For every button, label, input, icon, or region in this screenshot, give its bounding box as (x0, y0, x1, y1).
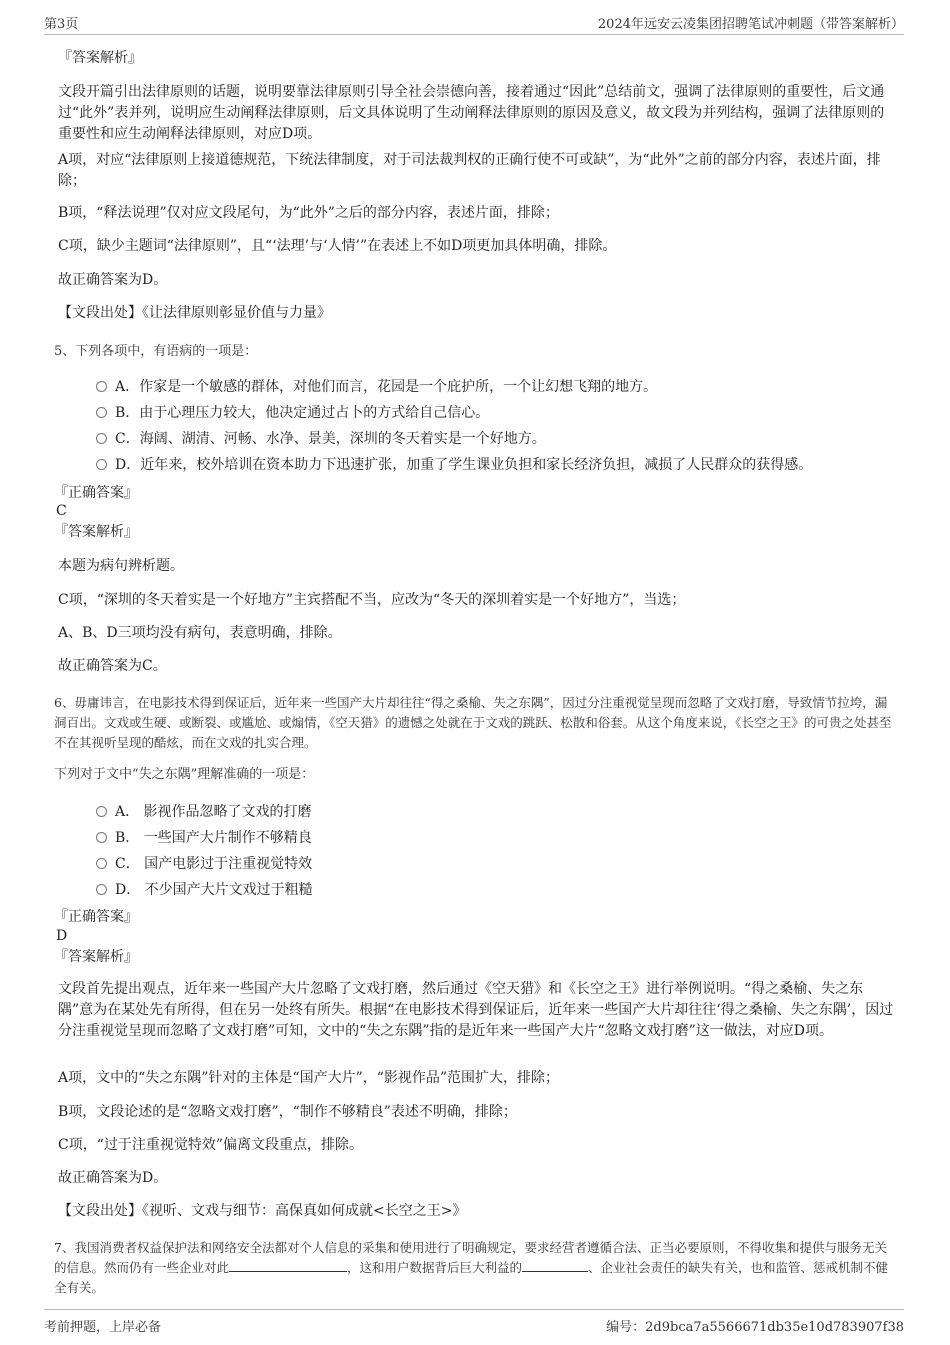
q4-analysis-p4: C项，缺少主题词“法律原则”，且“‘法理’与‘人情’”在表述上不如D项更加具体明确，排除。 (58, 238, 617, 254)
q6-option-c[interactable]: C． 国产电影过于注重视觉特效 (96, 854, 312, 874)
q6-option-b[interactable]: B． 一些国产大片制作不够精良 (96, 828, 312, 848)
q7-question: 7、我国消费者权益保护法和网络安全法都对个人信息的采集和使用进行了明确规定，要求经营者遵循合法、正当必要原则，不得收集和提供与服务无关的信息。然而仍有一些企业对此 ，这和用户数据背后巨大利益的 、企业社会责任的缺失有关，也和监管、惩戒机制不健全有关。 (54, 1240, 889, 1295)
radio-icon[interactable] (96, 381, 107, 392)
radio-icon[interactable] (96, 832, 107, 843)
q5-question: 5、下列各项中，有语病的一项是： (54, 344, 258, 359)
q6-analysis-p2: A项，文中的“失之东隅”针对的主体是“国产大片”，“影视作品”范围扩大，排除； (58, 1070, 560, 1086)
q6-analysis-p1: 文段首先提出观点，近年来一些国产大片忽略了文戏打磨，然后通过《空天猎》和《长空之王》进行举例说明。“得之桑榆、失之东隅”意为在某处先有所得，但在另一处终有所失。根据“在电影技术得到保证后，近年来一些国产大片却往往‘得之桑榆、失之东隅’，因过分注重视觉呈现而忽略了文戏打磨”可知，文中的“失之东隅”指的是近年来一些国产大片“忽略文戏打磨”这一做法，对应D项。 (58, 981, 894, 1039)
q5-option-c[interactable]: C．海阔、湖清、河畅、水净、景美，深圳的冬天着实是一个好地方。 (96, 429, 546, 449)
page-number: 第3页 (44, 17, 79, 32)
q6-source: 【文段出处】《视听、文戏与细节：高保真如何成就<长空之王>》 (58, 1203, 467, 1219)
fill-blank-1[interactable] (229, 1259, 347, 1272)
radio-icon[interactable] (96, 858, 107, 869)
q6-passage: 6、毋庸讳言，在电影技术得到保证后，近年来一些国产大片却往往“得之桑榆、失之东隅”，因过分注重视觉呈现而忽略了文戏打磨，导致情节拉垮，漏洞百出。文戏或生硬、或断裂、或尴尬、或煽情，《空天猎》的遗憾之处就在于文戏的跳跃、松散和俗套。从这个角度来说，《长空之王》的可贵之处甚至不在其视听呈现的酷炫，而在文戏的扎实合理。 (54, 695, 892, 750)
q6-option-a[interactable]: A． 影视作品忽略了文戏的打磨 (96, 802, 312, 822)
q5-option-d[interactable]: D．近年来，校外培训在资本助力下迅速扩张，加重了学生课业负担和家长经济负担，减损了人民群众的获得感。 (96, 455, 812, 475)
q6-analysis-label: 『答案解析』 (54, 949, 138, 965)
q5-analysis-p3: A、B、D三项均没有病句，表意明确，排除。 (58, 625, 342, 641)
document-title: 2024年远安云凌集团招聘笔试冲刺题（带答案解析） (597, 17, 904, 32)
fill-blank-2[interactable] (522, 1259, 588, 1272)
q4-analysis-p1: 文段开篇引出法律原则的话题，说明要靠法律原则引导全社会崇德向善，接着通过“因此”总结前文，强调了法律原则的重要性，后文通过“此外”表并列，说明应生动阐释法律原则，后文具体说明了生动阐释法律原则的原因及意义，故文段为并列结构，强调了法律原则的重要性和应生动阐释法律原则，对应D项。 (58, 84, 885, 142)
q5-analysis-label: 『答案解析』 (54, 524, 138, 540)
q5-correct-answer: C (56, 503, 67, 519)
q5-analysis-p1: 本题为病句辨析题。 (58, 558, 184, 574)
q4-analysis-p3: B项，“释法说理”仅对应文段尾句，为“此外”之后的部分内容，表述片面，排除； (58, 205, 559, 221)
q4-analysis-p2: A项，对应“法律原则上接道德规范，下统法律制度，对于司法裁判权的正确行使不可或缺”，为“此外”之前的部分内容，表述片面，排除； (58, 152, 881, 189)
radio-icon[interactable] (96, 806, 107, 817)
document-id: 编号：2d9bca7a5566671db35e10d783907f38 (606, 1320, 904, 1335)
radio-icon[interactable] (96, 433, 107, 444)
q5-correct-label: 『正确答案』 (54, 485, 138, 501)
q5-option-b[interactable]: B．由于心理压力较大，他决定通过占卜的方式给自己信心。 (96, 403, 489, 423)
q4-analysis-p5: 故正确答案为D。 (58, 272, 168, 288)
q6-question: 下列对于文中“失之东隅”理解准确的一项是： (54, 767, 315, 782)
q6-analysis-p5: 故正确答案为D。 (58, 1170, 168, 1186)
q6-analysis-p3: B项，文段论述的是“忽略文戏打磨”，“制作不够精良”表述不明确，排除； (58, 1104, 517, 1120)
q5-analysis-p2: C项，“深圳的冬天着实是一个好地方”主宾搭配不当，应改为“冬天的深圳着实是一个好地方”，当选； (58, 592, 686, 608)
q6-correct-answer: D (56, 928, 68, 944)
q4-source: 【文段出处】《让法律原则彰显价值与力量》 (58, 305, 331, 321)
radio-icon[interactable] (96, 884, 107, 895)
q5-option-a[interactable]: A．作家是一个敏感的群体，对他们而言，花园是一个庇护所，一个让幻想飞翔的地方。 (96, 377, 657, 397)
footer-slogan: 考前押题，上岸必备 (44, 1320, 162, 1335)
radio-icon[interactable] (96, 407, 107, 418)
q4-analysis-label: 『答案解析』 (58, 50, 142, 66)
q6-option-d[interactable]: D． 不少国产大片文戏过于粗糙 (96, 880, 313, 900)
q6-analysis-p4: C项，“过于注重视觉特效”偏离文段重点，排除。 (58, 1137, 364, 1153)
q6-correct-label: 『正确答案』 (54, 909, 138, 925)
page-footer (44, 1309, 904, 1340)
radio-icon[interactable] (96, 459, 107, 470)
q5-analysis-p4: 故正确答案为C。 (58, 658, 167, 674)
page-header (44, 8, 904, 35)
